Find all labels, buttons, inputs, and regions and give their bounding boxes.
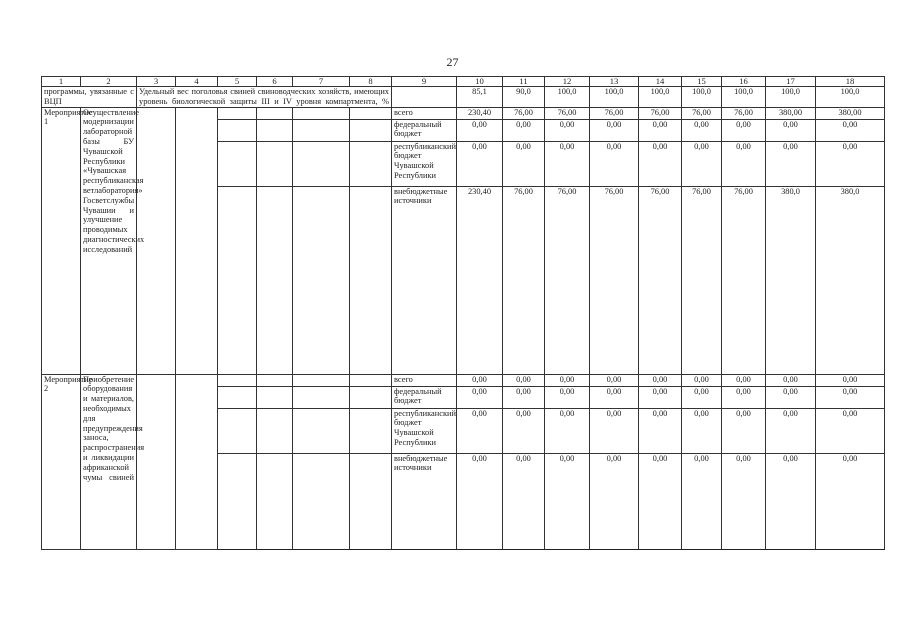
indicator-label: программы, увязанные с ВЦП — [42, 87, 137, 108]
funding-value: 0,00 — [590, 453, 639, 549]
funding-value: 0,00 — [722, 374, 766, 386]
event-description: Осуществление модернизации лабораторной базы БУ Чувашской Республики «Чувашская республиканская ветлаборатория» Госветслужбы Чувашии и улучшение проводимых диагностических исследований — [81, 107, 137, 374]
funding-value: 0,00 — [682, 119, 722, 141]
funding-value: 76,00 — [503, 186, 545, 374]
funding-value: 0,00 — [590, 374, 639, 386]
empty-cell — [257, 408, 293, 453]
indicator-value: 100,0 — [722, 87, 766, 108]
empty-cell — [257, 186, 293, 374]
funding-value: 0,00 — [457, 453, 503, 549]
funding-value: 76,00 — [639, 107, 682, 119]
funding-value: 0,00 — [503, 141, 545, 186]
funding-value: 380,0 — [766, 186, 816, 374]
funding-source: всего — [392, 374, 457, 386]
indicator-value: 100,0 — [639, 87, 682, 108]
funding-value: 380,00 — [816, 107, 885, 119]
column-number: 14 — [639, 77, 682, 87]
funding-value: 0,00 — [545, 119, 590, 141]
indicator-source — [392, 87, 457, 108]
column-number: 16 — [722, 77, 766, 87]
funding-value: 0,00 — [816, 408, 885, 453]
empty-cell — [218, 119, 257, 141]
funding-value: 0,00 — [590, 119, 639, 141]
empty-cell — [218, 186, 257, 374]
column-number: 17 — [766, 77, 816, 87]
funding-value: 0,00 — [545, 141, 590, 186]
funding-value: 0,00 — [682, 386, 722, 408]
column-number: 13 — [590, 77, 639, 87]
funding-source: республиканский бюджет Чувашской Республики — [392, 141, 457, 186]
empty-cell — [257, 453, 293, 549]
funding-value: 0,00 — [639, 141, 682, 186]
funding-value: 0,00 — [457, 141, 503, 186]
funding-value: 0,00 — [503, 386, 545, 408]
funding-value: 76,00 — [545, 107, 590, 119]
empty-cell — [218, 107, 257, 119]
empty-cell — [293, 453, 350, 549]
column-number: 2 — [81, 77, 137, 87]
column-number: 3 — [137, 77, 176, 87]
funding-value: 0,00 — [816, 374, 885, 386]
indicator-value: 100,0 — [545, 87, 590, 108]
funding-value: 0,00 — [590, 141, 639, 186]
empty-cell — [176, 374, 218, 549]
empty-cell — [218, 408, 257, 453]
funding-source: федеральный бюджет — [392, 386, 457, 408]
empty-cell — [257, 141, 293, 186]
funding-value: 76,00 — [545, 186, 590, 374]
funding-value: 76,00 — [503, 107, 545, 119]
empty-cell — [350, 408, 392, 453]
funding-value: 0,00 — [766, 386, 816, 408]
indicator-value: 100,0 — [816, 87, 885, 108]
empty-cell — [218, 386, 257, 408]
empty-cell — [293, 386, 350, 408]
empty-cell — [218, 141, 257, 186]
event-row — [42, 374, 885, 386]
column-number-row — [42, 77, 885, 87]
funding-value: 0,00 — [639, 453, 682, 549]
funding-value: 0,00 — [682, 453, 722, 549]
empty-cell — [350, 186, 392, 374]
funding-value: 0,00 — [722, 453, 766, 549]
empty-cell — [176, 107, 218, 374]
empty-cell — [293, 107, 350, 119]
empty-cell — [350, 386, 392, 408]
funding-source: республиканский бюджет Чувашской Республики — [392, 408, 457, 453]
funding-value: 0,00 — [816, 141, 885, 186]
funding-value: 0,00 — [545, 453, 590, 549]
funding-value: 0,00 — [766, 119, 816, 141]
funding-value: 76,00 — [722, 107, 766, 119]
table-body — [42, 77, 885, 550]
funding-value: 0,00 — [457, 386, 503, 408]
column-number: 11 — [503, 77, 545, 87]
column-number: 9 — [392, 77, 457, 87]
funding-value: 0,00 — [722, 119, 766, 141]
funding-value: 76,00 — [590, 186, 639, 374]
page-number: 27 — [446, 55, 459, 69]
column-number: 7 — [293, 77, 350, 87]
funding-value: 0,00 — [590, 408, 639, 453]
empty-cell — [293, 141, 350, 186]
funding-value: 380,00 — [766, 107, 816, 119]
funding-value: 380,0 — [816, 186, 885, 374]
column-number: 5 — [218, 77, 257, 87]
funding-value: 0,00 — [457, 119, 503, 141]
funding-value: 0,00 — [766, 453, 816, 549]
funding-value: 0,00 — [639, 408, 682, 453]
funding-value: 0,00 — [503, 408, 545, 453]
indicator-value: 90,0 — [503, 87, 545, 108]
column-number: 1 — [42, 77, 81, 87]
funding-value: 76,00 — [682, 107, 722, 119]
funding-value: 0,00 — [639, 386, 682, 408]
empty-cell — [350, 119, 392, 141]
empty-cell — [350, 107, 392, 119]
funding-value: 0,00 — [545, 408, 590, 453]
funding-value: 76,00 — [590, 107, 639, 119]
empty-cell — [350, 374, 392, 386]
indicator-row — [42, 87, 885, 108]
funding-value: 0,00 — [682, 408, 722, 453]
column-number: 8 — [350, 77, 392, 87]
funding-value: 0,00 — [816, 119, 885, 141]
funding-value: 0,00 — [682, 141, 722, 186]
indicator-value: 100,0 — [590, 87, 639, 108]
event-row — [42, 107, 885, 119]
funding-value: 230,40 — [457, 107, 503, 119]
program-table — [41, 76, 885, 550]
column-number: 6 — [257, 77, 293, 87]
funding-value: 76,00 — [639, 186, 682, 374]
indicator-description: Удельный вес поголовья свиней свиноводческих хозяйств, имеющих уровень биологической защиты III и IV уровня компартмента, % — [137, 87, 392, 108]
empty-cell — [257, 386, 293, 408]
empty-cell — [350, 141, 392, 186]
funding-source: всего — [392, 107, 457, 119]
funding-value: 0,00 — [766, 141, 816, 186]
funding-value: 0,00 — [722, 141, 766, 186]
empty-cell — [218, 453, 257, 549]
funding-source: федеральный бюджет — [392, 119, 457, 141]
column-number: 15 — [682, 77, 722, 87]
funding-value: 0,00 — [545, 374, 590, 386]
funding-value: 76,00 — [682, 186, 722, 374]
funding-value: 0,00 — [816, 453, 885, 549]
empty-cell — [257, 119, 293, 141]
funding-value: 0,00 — [722, 386, 766, 408]
empty-cell — [293, 408, 350, 453]
funding-value: 0,00 — [503, 374, 545, 386]
event-label: Мероприятие 1 — [42, 107, 81, 374]
empty-cell — [137, 374, 176, 549]
empty-cell — [293, 119, 350, 141]
empty-cell — [293, 186, 350, 374]
indicator-value: 100,0 — [682, 87, 722, 108]
funding-value: 0,00 — [766, 374, 816, 386]
funding-value: 76,00 — [722, 186, 766, 374]
funding-value: 0,00 — [590, 386, 639, 408]
funding-value: 0,00 — [722, 408, 766, 453]
funding-source: внебюджетные источники — [392, 186, 457, 374]
empty-cell — [257, 374, 293, 386]
funding-value: 0,00 — [639, 119, 682, 141]
funding-value: 0,00 — [503, 453, 545, 549]
event-label: Мероприятие 2 — [42, 374, 81, 549]
funding-value: 0,00 — [682, 374, 722, 386]
event-description: Приобретение оборудования и материалов, необходимых для предупреждения заноса, распространения и ликвидации африканской чумы свиней — [81, 374, 137, 549]
empty-cell — [293, 374, 350, 386]
column-number: 10 — [457, 77, 503, 87]
funding-value: 0,00 — [545, 386, 590, 408]
empty-cell — [218, 374, 257, 386]
indicator-value: 100,0 — [766, 87, 816, 108]
column-number: 18 — [816, 77, 885, 87]
column-number: 4 — [176, 77, 218, 87]
funding-value: 0,00 — [639, 374, 682, 386]
funding-value: 230,40 — [457, 186, 503, 374]
funding-value: 0,00 — [457, 408, 503, 453]
funding-value: 0,00 — [816, 386, 885, 408]
column-number: 12 — [545, 77, 590, 87]
empty-cell — [350, 453, 392, 549]
empty-cell — [257, 107, 293, 119]
funding-value: 0,00 — [457, 374, 503, 386]
funding-value: 0,00 — [503, 119, 545, 141]
funding-source: внебюджетные источники — [392, 453, 457, 549]
funding-value: 0,00 — [766, 408, 816, 453]
indicator-value: 85,1 — [457, 87, 503, 108]
